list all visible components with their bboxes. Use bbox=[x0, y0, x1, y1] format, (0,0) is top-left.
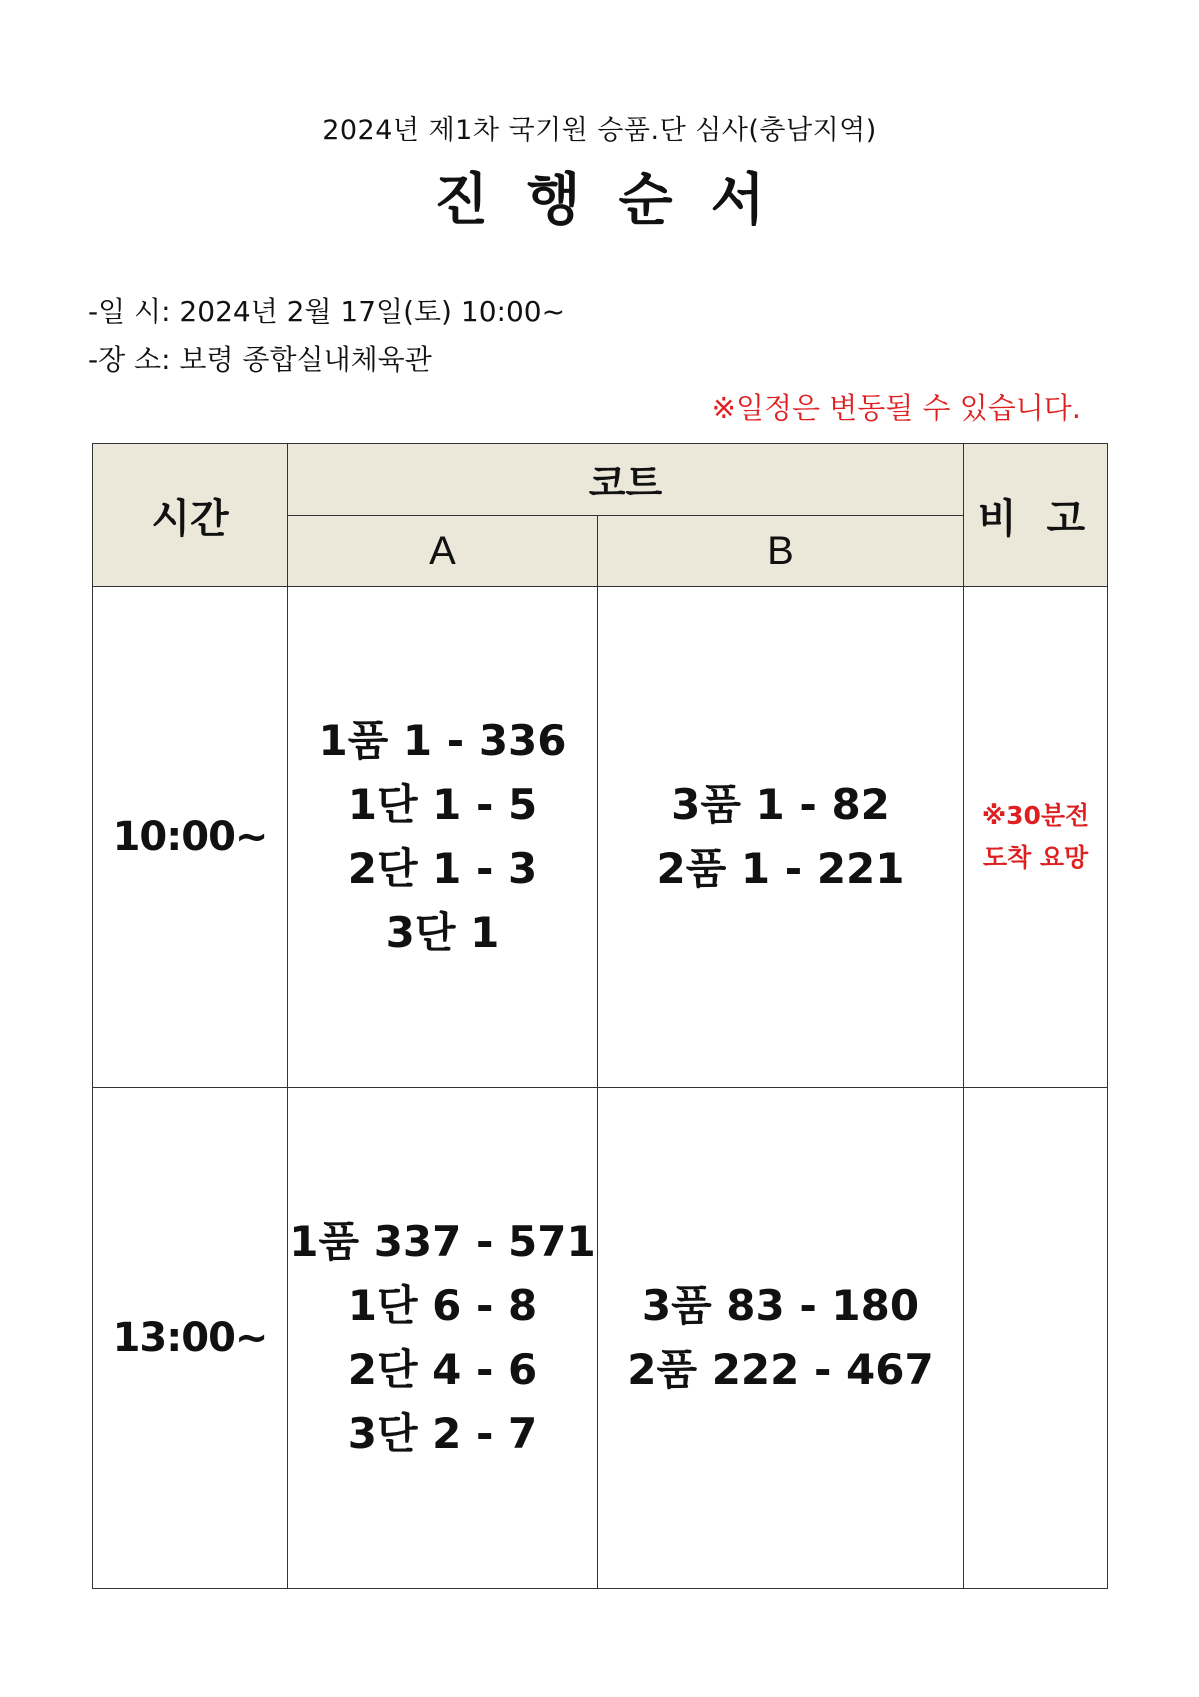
court-a-entry: 1품 337 - 571 bbox=[289, 1217, 596, 1266]
court-b-entry: 3품 1 - 82 bbox=[671, 780, 890, 829]
court-a-entry: 1단 6 - 8 bbox=[347, 1281, 538, 1330]
table-row bbox=[93, 1088, 1108, 1589]
header-court-a: A bbox=[288, 516, 598, 587]
court-a-entry: 2단 1 - 3 bbox=[347, 844, 538, 893]
header-court: 코트 bbox=[288, 444, 964, 516]
header-note: 비 고 bbox=[964, 444, 1108, 587]
court-a-entry: 3단 2 - 7 bbox=[347, 1409, 538, 1458]
note-line: 도착 요망 bbox=[982, 843, 1089, 872]
note-cell bbox=[964, 587, 1108, 1088]
header-court-b: B bbox=[598, 516, 964, 587]
court-a-entry: 1단 1 - 5 bbox=[347, 780, 538, 829]
note-cell bbox=[964, 1088, 1108, 1589]
document-subtitle: 2024년 제1차 국기원 승품.단 심사(충남지역) bbox=[322, 115, 877, 146]
court-a-cell bbox=[288, 587, 598, 1088]
court-b-entry: 2품 1 - 221 bbox=[656, 844, 905, 893]
court-b-cell bbox=[598, 1088, 964, 1589]
note-line: ※30분전 bbox=[981, 801, 1090, 830]
time-cell: 10:00~ bbox=[93, 587, 288, 1088]
court-a-entry: 2단 4 - 6 bbox=[347, 1345, 538, 1394]
schedule-table-header bbox=[93, 444, 1108, 587]
table-row bbox=[93, 587, 1108, 1088]
document-title: 진행순서 bbox=[434, 168, 803, 233]
time-cell: 13:00~ bbox=[93, 1088, 288, 1589]
schedule-change-notice: ※일정은 변동될 수 있습니다. bbox=[711, 391, 1081, 425]
court-a-cell bbox=[288, 1088, 598, 1589]
info-place-line: -장 소: 보령 종합실내체육관 bbox=[88, 343, 432, 376]
court-b-entry: 2품 222 - 467 bbox=[627, 1345, 934, 1394]
schedule-table bbox=[92, 443, 1108, 1589]
court-b-cell bbox=[598, 587, 964, 1088]
court-a-entry: 1품 1 - 336 bbox=[318, 716, 567, 765]
header-time: 시간 bbox=[93, 444, 288, 587]
court-a-entry: 3단 1 bbox=[385, 908, 500, 957]
info-date-line: -일 시: 2024년 2월 17일(토) 10:00~ bbox=[88, 295, 566, 328]
court-b-entry: 3품 83 - 180 bbox=[641, 1281, 920, 1330]
